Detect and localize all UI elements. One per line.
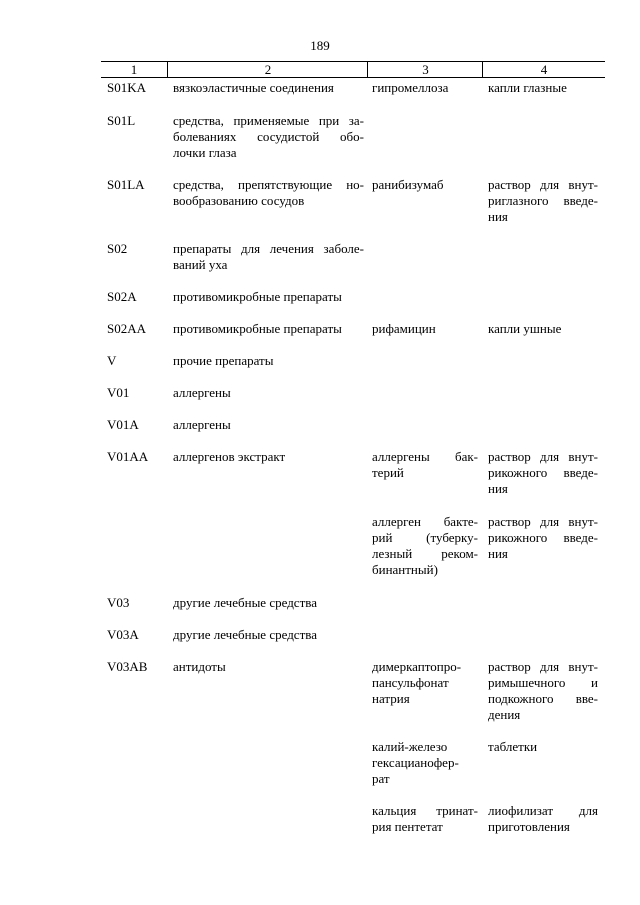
dosage-form-line: риглазного введе- <box>488 193 598 208</box>
atc-code: S01L <box>107 113 136 128</box>
group-name-line: антидоты <box>173 659 226 674</box>
drug-name <box>372 177 478 193</box>
drug-name <box>372 659 478 707</box>
dosage-form-line: раствор для внут- <box>488 449 598 464</box>
group-name-line: противомикробные препараты <box>173 289 342 304</box>
dosage-form-line: капли ушные <box>488 321 562 336</box>
group-name-line: другие лечебные средства <box>173 595 317 610</box>
drug-name-line: рифамицин <box>372 321 436 336</box>
group-name-line: аллергены <box>173 385 231 400</box>
drug-name-line: терий <box>372 465 404 480</box>
dosage-form-line: ния <box>488 481 508 496</box>
header-col-1: 1 <box>130 62 138 77</box>
drug-name <box>372 803 478 835</box>
atc-code: S02A <box>107 289 137 304</box>
group-name-line: противомикробные препараты <box>173 321 342 336</box>
drug-name <box>372 321 478 337</box>
dosage-form <box>488 449 598 497</box>
dosage-form <box>488 177 598 225</box>
atc-code: S02AA <box>107 321 147 336</box>
group-name <box>173 177 364 209</box>
dosage-form <box>488 739 598 755</box>
group-name <box>173 449 364 465</box>
drug-name-line: калий-железо <box>372 739 448 754</box>
header-col-3: 3 <box>367 62 483 77</box>
group-name-line: другие лечебные средства <box>173 627 317 642</box>
dosage-form-line: приготовления <box>488 819 570 834</box>
atc-code: V03 <box>107 595 130 610</box>
group-name <box>173 113 364 161</box>
drug-name-line: аллергены бак- <box>372 449 478 464</box>
drug-name-line: рат <box>372 771 390 786</box>
atc-code: V01AA <box>107 449 149 464</box>
header-col-4: 4 <box>482 62 605 77</box>
group-name-line: прочие препараты <box>173 353 274 368</box>
group-name-line: средства, препятствующие но- <box>173 177 364 192</box>
drug-name-line: натрия <box>372 691 410 706</box>
group-name <box>173 595 364 611</box>
atc-code: V01 <box>107 385 130 400</box>
dosage-form-line: лиофилизат для <box>488 803 598 818</box>
drug-name-line: димеркаптопро- <box>372 659 462 674</box>
group-name-line: аллергенов экстракт <box>173 449 286 464</box>
page-number: 189 <box>310 38 330 53</box>
group-name-line: препараты для лечения заболе- <box>173 241 364 256</box>
group-name-line: вязкоэластичные соединения <box>173 80 334 95</box>
group-name <box>173 80 364 96</box>
dosage-form-line: раствор для внут- <box>488 659 598 674</box>
atc-code: S02 <box>107 241 128 256</box>
dosage-form-line: ния <box>488 209 508 224</box>
table-header <box>101 61 605 78</box>
dosage-form-line: рикожного введе- <box>488 465 598 480</box>
drug-name-line: аллерген бакте- <box>372 514 478 529</box>
drug-name <box>372 739 478 787</box>
drug-name-line: гипромеллоза <box>372 80 449 95</box>
group-name-line: ваний уха <box>173 257 228 272</box>
atc-code: S01LA <box>107 177 145 192</box>
drug-name-line: гексацианофер- <box>372 755 459 770</box>
group-name <box>173 289 364 305</box>
dosage-form <box>488 321 598 337</box>
group-name-line: средства, применяемые при за- <box>173 113 364 128</box>
atc-code: V <box>107 353 117 368</box>
drug-name-line: бинантный) <box>372 562 438 577</box>
dosage-form-line: капли глазные <box>488 80 567 95</box>
group-name <box>173 417 364 433</box>
dosage-form-line: дения <box>488 707 521 722</box>
group-name <box>173 627 364 643</box>
drug-name-line: рия пентетат <box>372 819 443 834</box>
group-name <box>173 321 364 337</box>
atc-code: V03AB <box>107 659 148 674</box>
drug-name <box>372 80 478 96</box>
dosage-form-line: подкожного вве- <box>488 691 598 706</box>
atc-code: V03A <box>107 627 139 642</box>
group-name-line: аллергены <box>173 417 231 432</box>
dosage-form <box>488 659 598 723</box>
dosage-form-line: таблетки <box>488 739 538 754</box>
group-name <box>173 241 364 273</box>
drug-name <box>372 449 478 481</box>
dosage-form-line: ния <box>488 546 508 561</box>
drug-name-line: ранибизумаб <box>372 177 444 192</box>
group-name <box>173 353 364 369</box>
group-name-line: лочки глаза <box>173 145 237 160</box>
drug-name-line: лезный реком- <box>372 546 478 561</box>
atc-code: S01KA <box>107 80 147 95</box>
dosage-form <box>488 514 598 562</box>
dosage-form-line: раствор для внут- <box>488 177 598 192</box>
dosage-form <box>488 80 598 96</box>
group-name-line: болеваниях сосудистой обо- <box>173 129 364 144</box>
group-name-line: вообразованию сосудов <box>173 193 305 208</box>
dosage-form <box>488 803 598 835</box>
dosage-form-line: римышечного и <box>488 675 598 690</box>
header-col-2: 2 <box>167 62 368 77</box>
group-name <box>173 385 364 401</box>
dosage-form-line: раствор для внут- <box>488 514 598 529</box>
dosage-form-line: рикожного введе- <box>488 530 598 545</box>
atc-code: V01A <box>107 417 139 432</box>
drug-name-line: кальция тринат- <box>372 803 478 818</box>
drug-name-line: рий (туберку- <box>372 530 478 545</box>
drug-name-line: пансульфонат <box>372 675 449 690</box>
drug-name <box>372 514 478 578</box>
group-name <box>173 659 364 675</box>
